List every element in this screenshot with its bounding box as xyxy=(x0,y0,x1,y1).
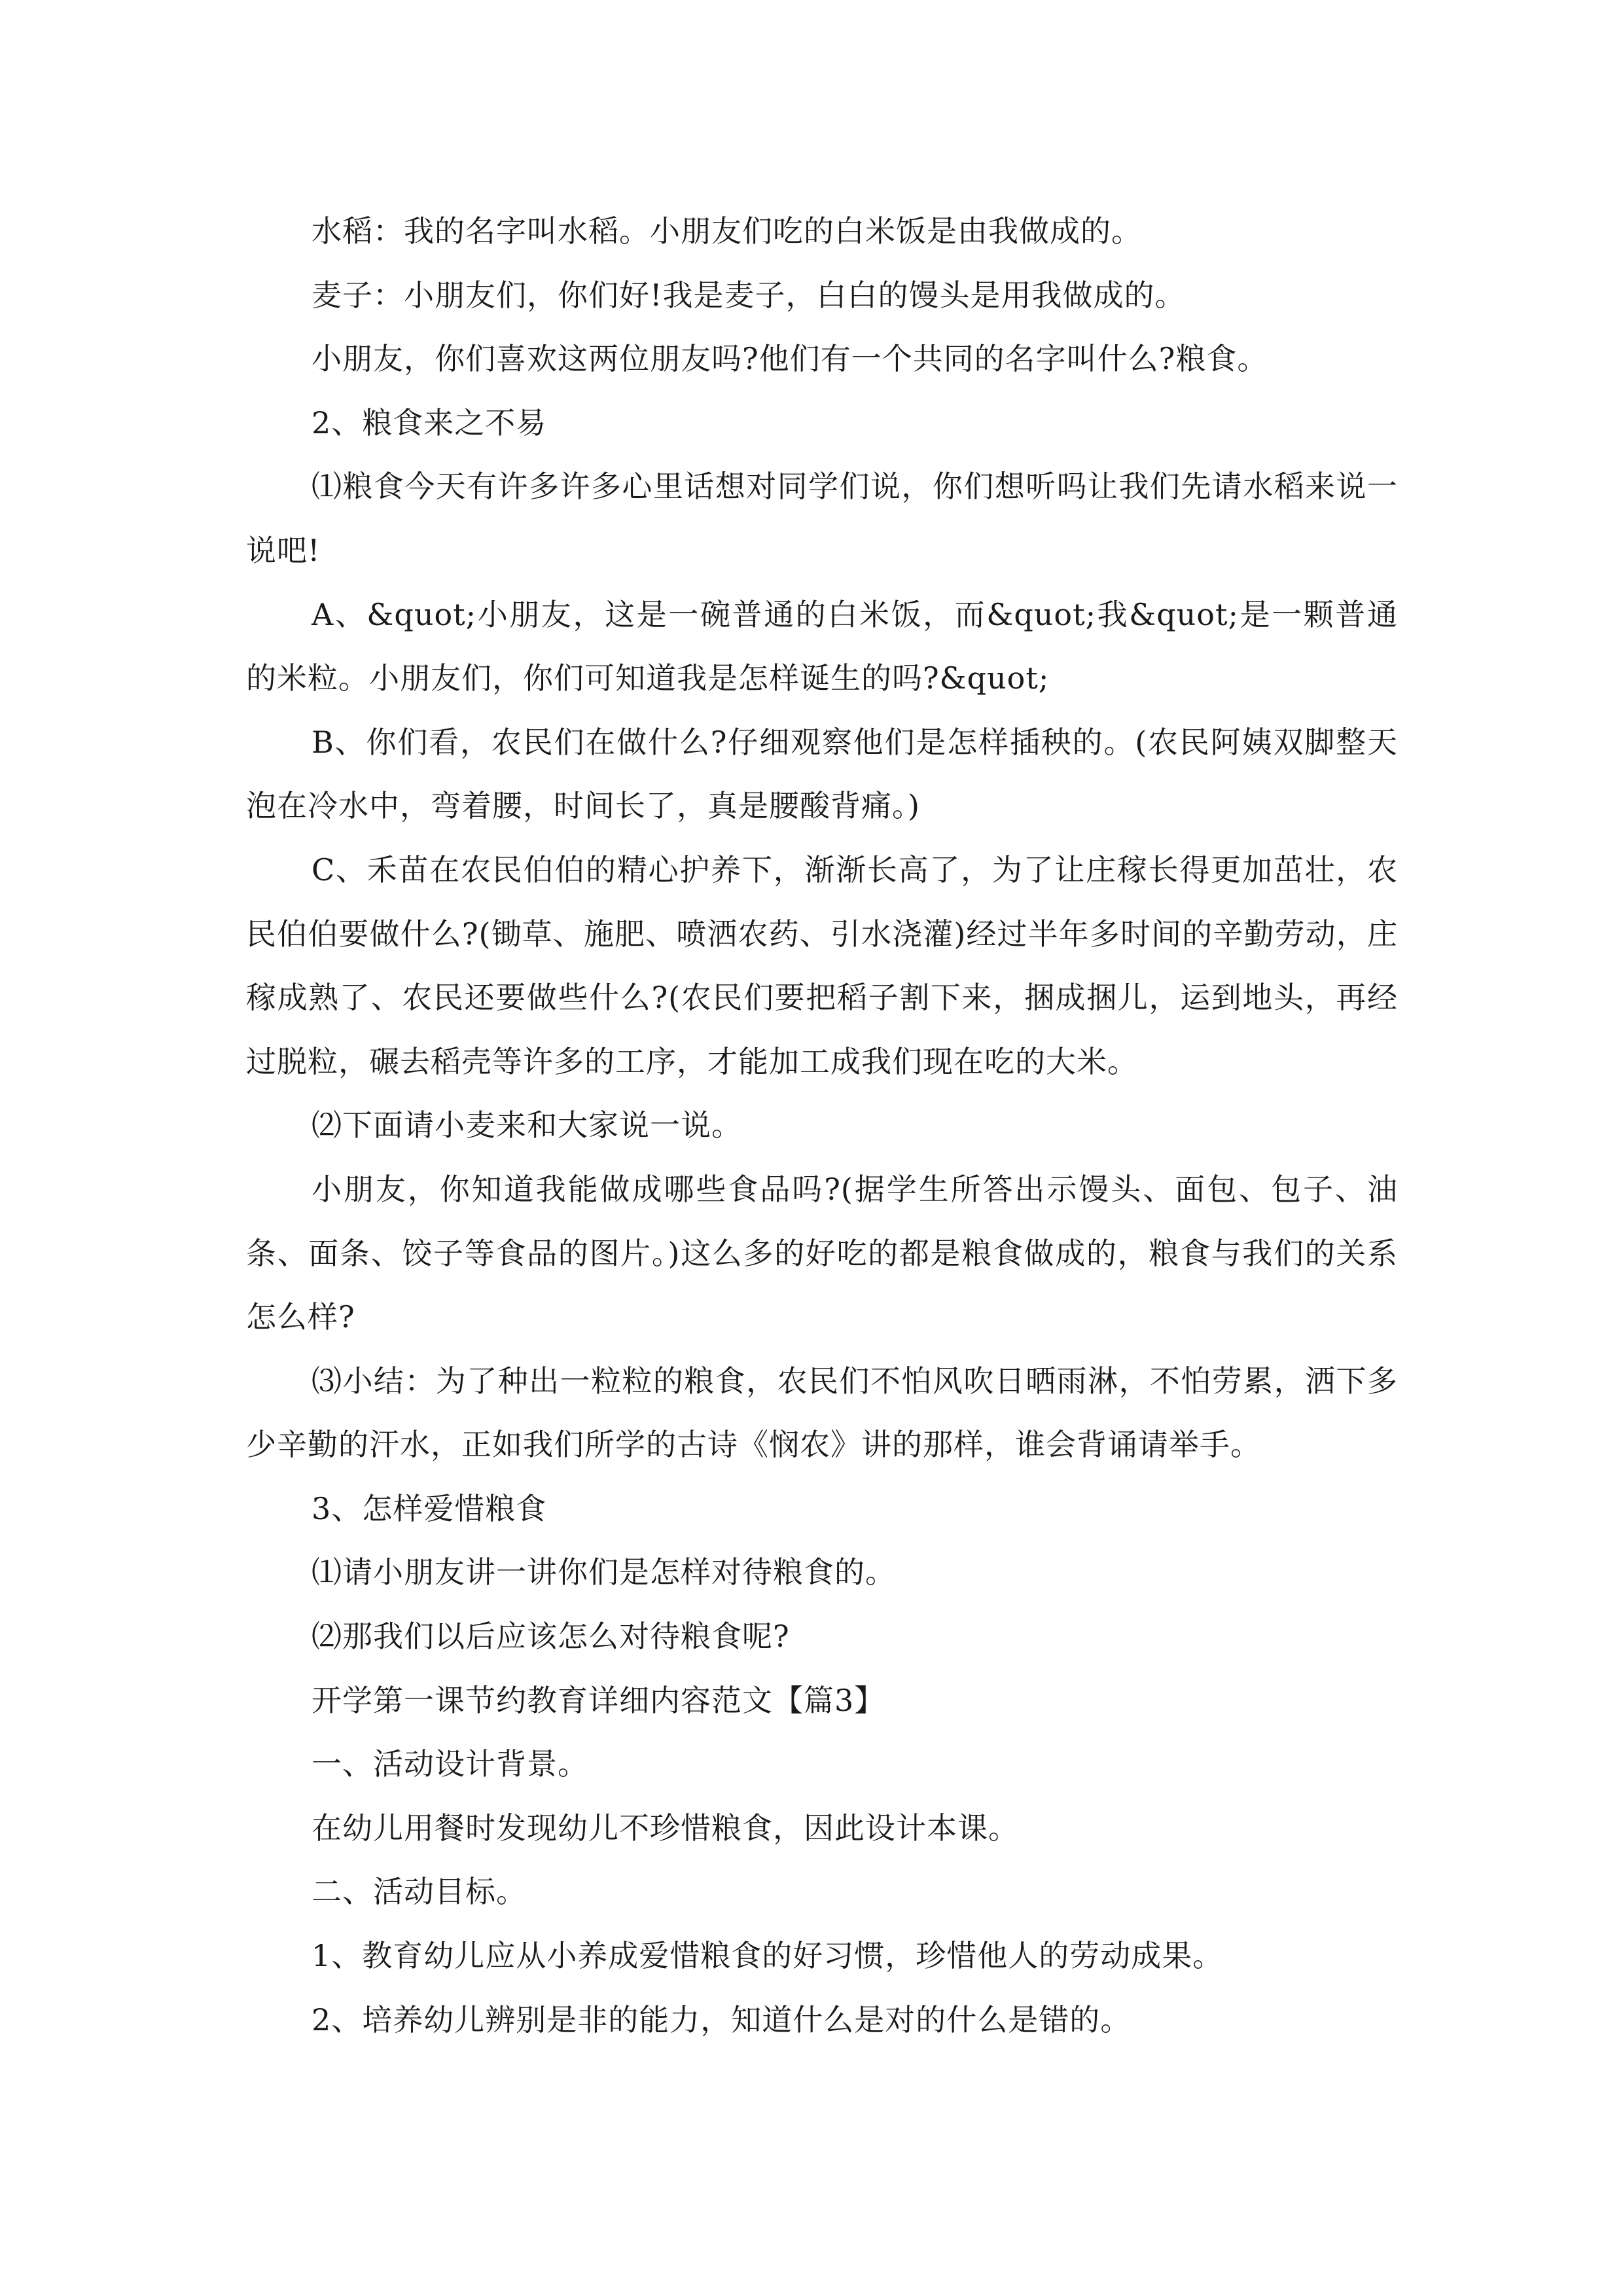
paragraph-sub-1: ⑴请小朋友讲一讲你们是怎样对待粮食的。 xyxy=(312,1554,896,1590)
paragraph-rice-intro: 水稻：我的名字叫水稻。小朋友们吃的白米饭是由我做成的。 xyxy=(312,213,1142,249)
paragraph-sub-2: ⑵那我们以后应该怎么对待粮食呢? xyxy=(312,1619,790,1655)
paragraph-item-3-summary: ⑶小结：为了种出一粒粒的粮食，农民们不怕风吹日晒雨淋，不怕劳累，洒下多少辛勤的汗水，正如我们所学的古诗《悯农》讲的那样，谁会背诵请举手。 xyxy=(246,1363,1398,1463)
paragraph-wheat-intro: 麦子：小朋友们，你们好!我是麦子，白白的馒头是用我做成的。 xyxy=(312,277,1186,313)
paragraph-question-friends: 小朋友，你们喜欢这两位朋友吗?他们有一个共同的名字叫什么?粮食。 xyxy=(312,341,1268,377)
paragraph-goal-1: 1、教育幼儿应从小养成爱惜粮食的好习惯，珍惜他人的劳动成果。 xyxy=(312,1938,1224,1974)
section-heading-2: 2、粮食来之不易 xyxy=(312,404,547,440)
paragraph-item-b: B、你们看，农民们在做什么?仔细观察他们是怎样插秧的。(农民阿姨双脚整天泡在冷水中，弯着腰，时间长了，真是腰酸背痛。) xyxy=(246,724,1398,824)
paragraph-foods: 小朋友，你知道我能做成哪些食品吗?(据学生所答出示馒头、面包、包子、油条、面条、饺子等食品的图片。)这么多的好吃的都是粮食做成的，粮食与我们的关系怎么样? xyxy=(246,1171,1398,1335)
paragraph-item-2: ⑵下面请小麦来和大家说一说。 xyxy=(312,1107,742,1143)
paragraph-item-c: C、禾苗在农民伯伯的精心护养下，渐渐长高了，为了让庄稼长得更加茁壮，农民伯伯要做什么?(锄草、施肥、喷洒农药、引水浇灌)经过半年多时间的辛勤劳动，庄稼成熟了、农民还要做些什么?(农民们要把稻子割下来，捆成捆儿，运到地头，再经过脱粒，碾去稻壳等许多的工序，才能加工成我们现在吃的大米。 xyxy=(246,852,1398,1079)
paragraph-background: 在幼儿用餐时发现幼儿不珍惜粮食，因此设计本课。 xyxy=(312,1810,1019,1846)
section-heading-goals: 二、活动目标。 xyxy=(312,1874,527,1910)
section-heading-3: 3、怎样爱惜粮食 xyxy=(312,1490,547,1526)
article-title-part-3: 开学第一课节约教育详细内容范文【篇3】 xyxy=(312,1682,885,1718)
document-body xyxy=(246,200,1398,2052)
paragraph-goal-2: 2、培养幼儿辨别是非的能力，知道什么是对的什么是错的。 xyxy=(312,2001,1132,2037)
section-heading-background: 一、活动设计背景。 xyxy=(312,1746,588,1782)
paragraph-item-1: ⑴粮食今天有许多许多心里话想对同学们说，你们想听吗让我们先请水稻来说一说吧! xyxy=(246,469,1398,568)
paragraph-item-a: A、&quot;小朋友，这是一碗普通的白米饭，而&quot;我&quot;是一颗普通的米粒。小朋友们，你们可知道我是怎样诞生的吗?&quot; xyxy=(246,596,1398,696)
